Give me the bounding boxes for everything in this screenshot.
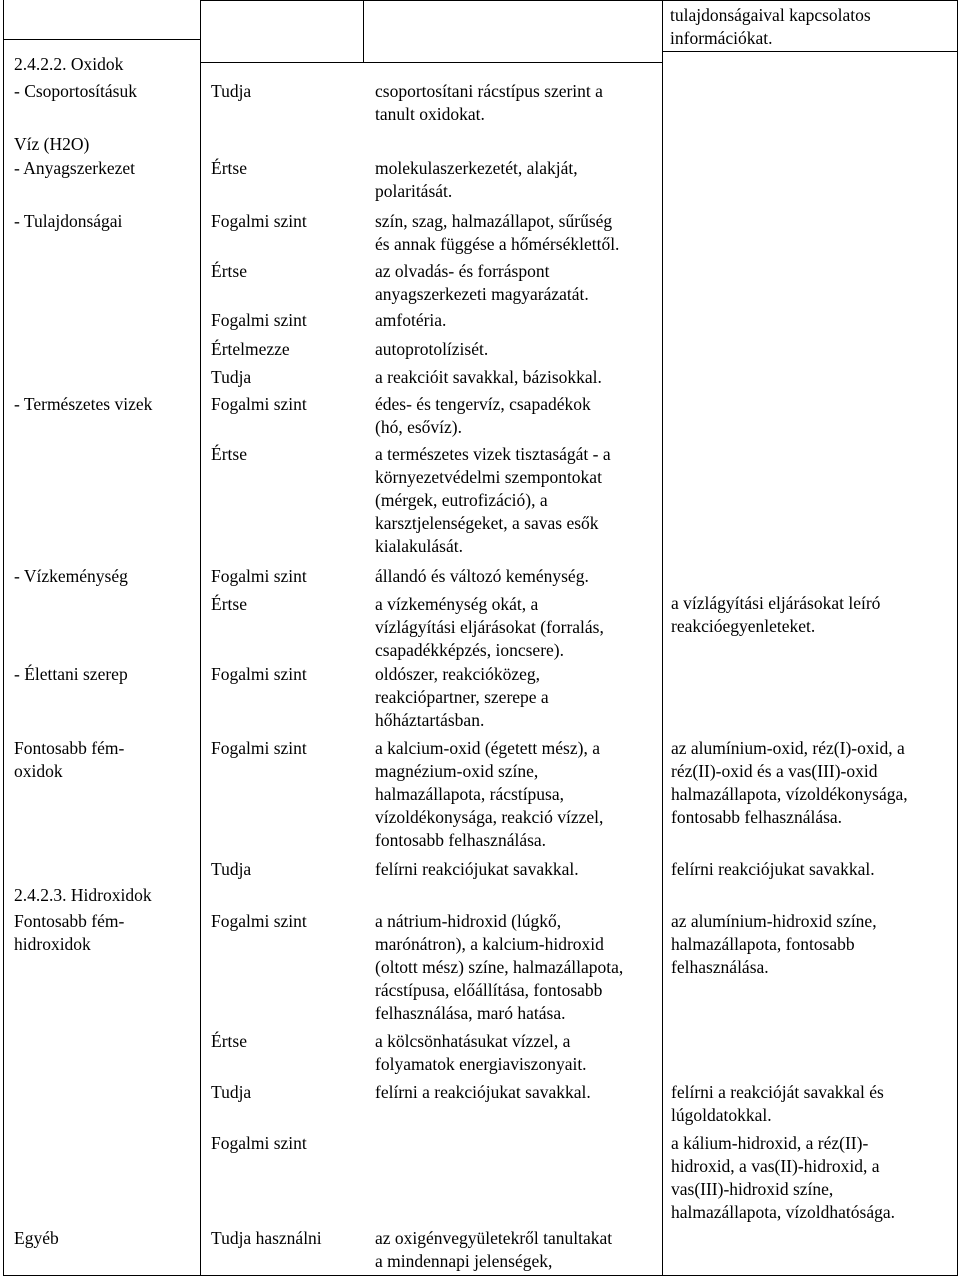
requirement-level: Értse — [211, 1031, 247, 1051]
content-intermediate-line: rácstípusa, előállítása, fontosabb — [375, 980, 603, 1000]
requirement-level: Tudja — [211, 367, 252, 387]
content-advanced-line: hidroxid, a vas(II)-hidroxid, a — [671, 1156, 880, 1176]
content-intermediate-line: kialakulását. — [375, 536, 463, 556]
requirement-level: Fogalmi szint — [211, 394, 307, 414]
content-intermediate-line: csapadékképzés, ioncsere). — [375, 640, 564, 660]
table-border-vertical — [363, 0, 364, 62]
content-advanced-line: halmazállapota, vízoldhatósága. — [671, 1202, 896, 1222]
content-advanced-line: felírni reakciójukat savakkal. — [671, 859, 875, 879]
content-intermediate-line: oldószer, reakcióközeg, — [375, 664, 540, 684]
table-border-horizontal — [662, 51, 957, 52]
requirement-level: Fogalmi szint — [211, 310, 307, 330]
content-intermediate-line: a kalcium-oxid (égetett mész), a — [375, 738, 600, 758]
content-advanced-line: halmazállapota, vízoldékonysága, — [671, 784, 908, 804]
content-advanced-line: halmazállapota, fontosabb — [671, 934, 855, 954]
table-border-vertical — [200, 0, 201, 1276]
topic-label: - Anyagszerkezet — [14, 158, 135, 178]
content-advanced-line: fontosabb felhasználása. — [671, 807, 843, 827]
content-intermediate-line: a természetes vizek tisztaságát - a — [375, 444, 611, 464]
topic-label: - Csoportosításuk — [14, 81, 137, 101]
content-advanced-line: lúgoldatokkal. — [671, 1105, 772, 1125]
content-intermediate-line: és annak függése a hőmérséklettől. — [375, 234, 620, 254]
table-border-horizontal — [3, 39, 200, 40]
requirement-level: Fogalmi szint — [211, 1133, 307, 1153]
table-border-horizontal — [3, 1275, 957, 1276]
topic-label: - Tulajdonságai — [14, 211, 123, 231]
topic-label: hidroxidok — [14, 934, 91, 954]
requirement-level: Értse — [211, 444, 247, 464]
content-advanced-line: a vízlágyítási eljárásokat leíró — [671, 593, 881, 613]
continuation-note-line: tulajdonságaival kapcsolatos — [670, 5, 871, 25]
content-intermediate-line: állandó és változó keménység. — [375, 566, 589, 586]
topic-label: Fontosabb fém- — [14, 738, 125, 758]
content-intermediate-line: polaritását. — [375, 181, 453, 201]
requirement-level: Fogalmi szint — [211, 738, 307, 758]
content-intermediate-line: a reakcióit savakkal, bázisokkal. — [375, 367, 602, 387]
content-advanced-line: réz(II)-oxid és a vas(III)-oxid — [671, 761, 878, 781]
content-intermediate-line: a vízkeménység okát, a — [375, 594, 539, 614]
topic-label: - Természetes vizek — [14, 394, 153, 414]
topic-label: 2.4.2.3. Hidroxidok — [14, 885, 152, 905]
content-intermediate-line: reakciópartner, szerepe a — [375, 687, 549, 707]
topic-label: Fontosabb fém- — [14, 911, 125, 931]
table-border-vertical — [662, 0, 663, 1276]
requirement-level: Fogalmi szint — [211, 911, 307, 931]
content-intermediate-line: (oltott mész) színe, halmazállapota, — [375, 957, 624, 977]
content-intermediate-line: (hó, esővíz). — [375, 417, 462, 437]
content-intermediate-line: halmazállapota, rácstípusa, — [375, 784, 565, 804]
content-advanced-line: az alumínium-oxid, réz(I)-oxid, a — [671, 738, 905, 758]
content-intermediate-line: hőháztartásban. — [375, 710, 485, 730]
content-intermediate-line: (mérgek, eutrofizáció), a — [375, 490, 548, 510]
content-intermediate-line: fontosabb felhasználása. — [375, 830, 547, 850]
content-intermediate-line: szín, szag, halmazállapot, sűrűség — [375, 211, 613, 231]
content-intermediate-line: felírni reakciójukat savakkal. — [375, 859, 579, 879]
content-advanced-line: reakcióegyenleteket. — [671, 616, 816, 636]
topic-label: - Élettani szerep — [14, 664, 128, 684]
requirement-level: Tudja — [211, 81, 252, 101]
table-border-vertical — [957, 0, 958, 1276]
content-intermediate-line: édes- és tengervíz, csapadékok — [375, 394, 591, 414]
content-intermediate-line: folyamatok energiaviszonyait. — [375, 1054, 587, 1074]
content-intermediate-line: vízoldékonysága, reakció vízzel, — [375, 807, 604, 827]
content-intermediate-line: felírni a reakciójukat savakkal. — [375, 1082, 591, 1102]
requirement-level: Értse — [211, 594, 247, 614]
content-advanced-line: vas(III)-hidroxid színe, — [671, 1179, 834, 1199]
requirement-level: Értse — [211, 158, 247, 178]
content-intermediate-line: anyagszerkezeti magyarázatát. — [375, 284, 589, 304]
requirement-level: Tudja — [211, 1082, 252, 1102]
table-border-horizontal — [200, 0, 957, 1]
topic-label: 2.4.2.2. Oxidok — [14, 54, 124, 74]
table-border-horizontal — [200, 62, 662, 63]
content-intermediate-line: az olvadás- és forráspont — [375, 261, 550, 281]
table-border-vertical — [3, 0, 4, 1276]
requirement-level: Tudja — [211, 859, 252, 879]
content-intermediate-line: felhasználása, maró hatása. — [375, 1003, 566, 1023]
topic-label: Egyéb — [14, 1228, 59, 1248]
content-advanced-line: az alumínium-hidroxid színe, — [671, 911, 877, 931]
continuation-note-line: információkat. — [670, 28, 773, 48]
content-intermediate-line: a kölcsönhatásukat vízzel, a — [375, 1031, 571, 1051]
content-advanced-line: a kálium-hidroxid, a réz(II)- — [671, 1133, 869, 1153]
content-intermediate-line: a mindennapi jelenségek, — [375, 1251, 553, 1271]
content-advanced-line: felírni a reakcióját savakkal és — [671, 1082, 884, 1102]
content-intermediate-line: tanult oxidokat. — [375, 104, 485, 124]
content-intermediate-line: karsztjelenségeket, a savas esők — [375, 513, 599, 533]
content-intermediate-line: környezetvédelmi szempontokat — [375, 467, 602, 487]
topic-label: - Vízkeménység — [14, 566, 128, 586]
content-intermediate-line: magnézium-oxid színe, — [375, 761, 539, 781]
content-intermediate-line: autoprotolízisét. — [375, 339, 489, 359]
topic-label: Víz (H2O) — [14, 134, 90, 154]
requirement-level: Fogalmi szint — [211, 211, 307, 231]
content-intermediate-line: vízlágyítási eljárásokat (forralás, — [375, 617, 604, 637]
content-advanced-line: felhasználása. — [671, 957, 769, 977]
content-intermediate-line: csoportosítani rácstípus szerint a — [375, 81, 603, 101]
topic-label: oxidok — [14, 761, 63, 781]
content-intermediate-line: marónátron), a kalcium-hidroxid — [375, 934, 604, 954]
requirement-level: Fogalmi szint — [211, 566, 307, 586]
content-intermediate-line: a nátrium-hidroxid (lúgkő, — [375, 911, 562, 931]
requirement-level: Fogalmi szint — [211, 664, 307, 684]
requirement-level: Értelmezze — [211, 339, 290, 359]
content-intermediate-line: amfotéria. — [375, 310, 447, 330]
requirement-level: Értse — [211, 261, 247, 281]
content-intermediate-line: az oxigénvegyületekről tanultakat — [375, 1228, 613, 1248]
requirement-level: Tudja használni — [211, 1228, 322, 1248]
content-intermediate-line: molekulaszerkezetét, alakját, — [375, 158, 578, 178]
